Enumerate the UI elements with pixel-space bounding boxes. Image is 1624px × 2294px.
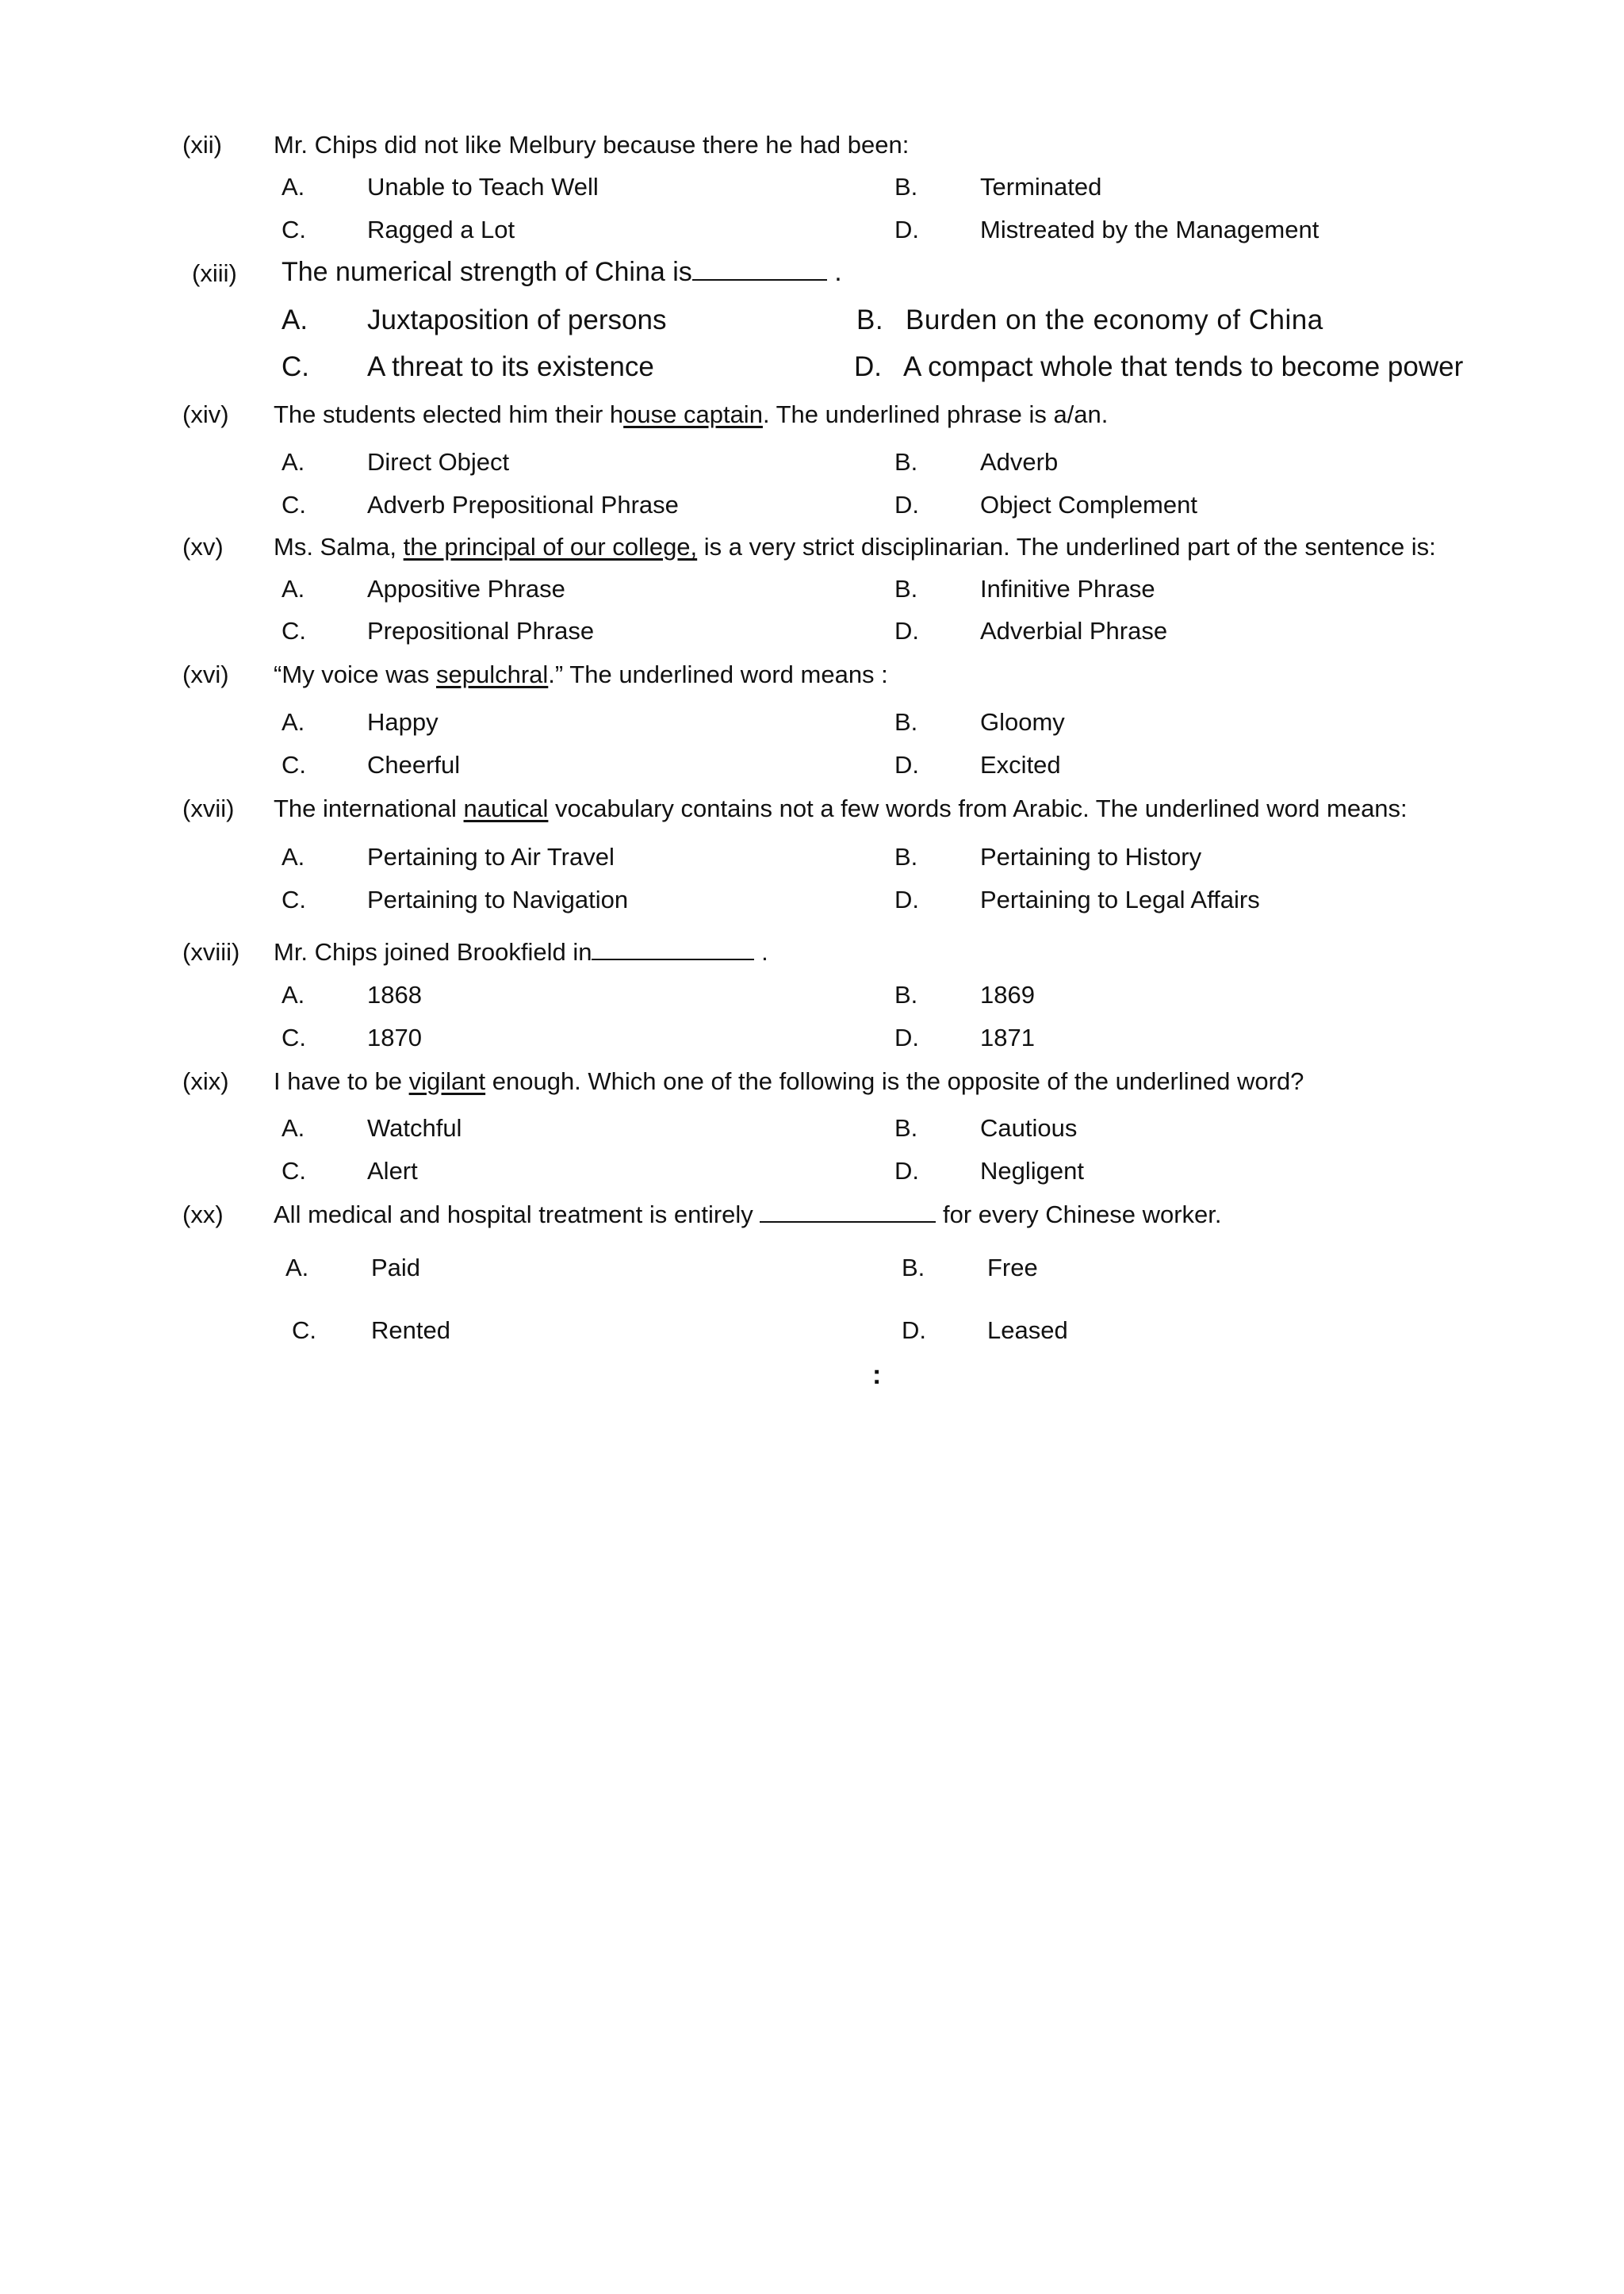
question-text: The numerical strength of China is . <box>282 257 842 287</box>
option-d: D. Object Complement <box>894 491 1197 519</box>
question-number: (xii) <box>182 131 222 159</box>
question-number: (xiv) <box>182 400 229 428</box>
option-c: C. Rented <box>292 1316 450 1344</box>
question-text: Mr. Chips joined Brookfield in . <box>274 938 768 966</box>
footer-mark: : <box>872 1360 882 1390</box>
option-a: A. Watchful <box>282 1114 462 1142</box>
question-text: I have to be vigilant enough. Which one of the following is the opposite of the underlined word? <box>274 1067 1304 1095</box>
option-b: B. Terminated <box>894 173 1102 201</box>
answer-blank <box>692 278 827 281</box>
option-d: D. Negligent <box>894 1157 1084 1185</box>
option-a: A. Appositive Phrase <box>282 575 565 603</box>
question-text: The international nautical vocabulary contains not a few words from Arabic. The underlined word means: <box>274 795 1408 822</box>
option-a: A. Happy <box>282 708 439 736</box>
option-b: B. Infinitive Phrase <box>894 575 1155 603</box>
answer-blank <box>592 958 754 960</box>
option-b: B. Free <box>902 1254 1038 1281</box>
option-c: C. 1870 <box>282 1024 422 1051</box>
question-text: “My voice was sepulchral.” The underlined word means : <box>274 661 888 688</box>
question-number: (xix) <box>182 1067 229 1095</box>
question-text: All medical and hospital treatment is entirely for every Chinese worker. <box>274 1201 1222 1228</box>
question-text: Mr. Chips did not like Melbury because there he had been: <box>274 131 910 159</box>
question-text: The students elected him their house captain. The underlined phrase is a/an. <box>274 400 1109 428</box>
option-d: D. 1871 <box>894 1024 1035 1051</box>
option-d: D. Adverbial Phrase <box>894 617 1168 645</box>
question-number: (xvi) <box>182 661 229 688</box>
option-d: D. Excited <box>894 751 1061 779</box>
option-a: A. Juxtaposition of persons <box>282 304 667 335</box>
question-number: (xx) <box>182 1201 224 1228</box>
question-number: (xviii) <box>182 938 240 966</box>
option-b: B. Cautious <box>894 1114 1078 1142</box>
answer-blank <box>760 1220 936 1223</box>
question-number: (xvii) <box>182 795 235 822</box>
option-c: C. Adverb Prepositional Phrase <box>282 491 679 519</box>
question-text: Ms. Salma, the principal of our college, is a very strict disciplinarian. The underlined part of the sentence is: <box>274 533 1436 561</box>
option-a: A. Paid <box>285 1254 421 1281</box>
option-b: B. Burden on the economy of China <box>856 304 1323 335</box>
option-d: D. Mistreated by the Management <box>894 216 1320 243</box>
question-number: (xv) <box>182 533 224 561</box>
option-c: C. A threat to its existence <box>282 351 654 382</box>
option-a: A. 1868 <box>282 981 422 1009</box>
option-b: B. 1869 <box>894 981 1035 1009</box>
option-c: C. Ragged a Lot <box>282 216 515 243</box>
option-c: C. Alert <box>282 1157 418 1185</box>
question-number: (xiii) <box>192 259 237 287</box>
option-b: B. Gloomy <box>894 708 1065 736</box>
option-c: C. Pertaining to Navigation <box>282 886 629 913</box>
option-a: A. Direct Object <box>282 448 510 476</box>
option-d: D. Pertaining to Legal Affairs <box>894 886 1260 913</box>
option-b: B. Pertaining to History <box>894 843 1202 871</box>
option-a: A. Unable to Teach Well <box>282 173 599 201</box>
option-a: A. Pertaining to Air Travel <box>282 843 615 871</box>
option-c: C. Cheerful <box>282 751 461 779</box>
option-c: C. Prepositional Phrase <box>282 617 595 645</box>
option-b: B. Adverb <box>894 448 1059 476</box>
option-d: D. A compact whole that tends to become power <box>854 351 1464 382</box>
option-d: D. Leased <box>902 1316 1068 1344</box>
